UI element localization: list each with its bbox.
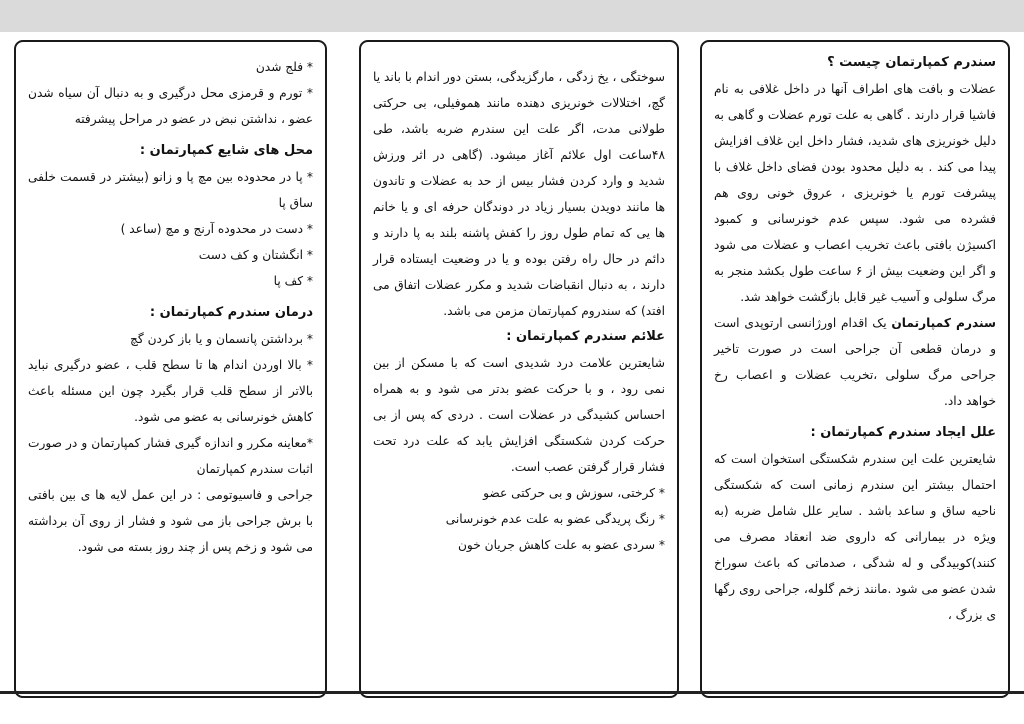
heading-treatment: درمان سندرم کمپارتمان : xyxy=(149,305,313,320)
bullet-sole: * کف پا xyxy=(273,274,313,288)
highlight-term: سندرم کمپارتمان xyxy=(891,316,996,330)
heading-what-is-compartment: سندرم کمپارتمان چیست ؟ xyxy=(827,55,996,70)
bullet-coldness: * سردی عضو به علت کاهش جریان خون xyxy=(457,538,665,552)
bullet-forearm: * دست در محدوده آرنج و مچ (ساعد ) xyxy=(120,222,313,236)
bullet-leg: * پا در محدوده بین مچ پا و زانو (بیشتر در قسمت خلفی ساق پا xyxy=(28,170,313,210)
paragraph-causes: شایعترین علت این سندرم شکستگی استخوان است که احتمال بیشتر این سندرم زمانی است که شکستگی ناحیه ساق و ساعد باشد . سایر علل شامل ضربه (به ویژه در بیمارانی که داروی ضد انعقاد مصرف می کنند)کوبیدگی و له شدگی ، صدماتی که باعث سوراخ شدن عضو می شود .مانند زخم گلوله، جراحی روی رگها ی بزرگ ، xyxy=(714,452,996,622)
bullet-elevate-limb: * بالا اوردن اندام ها تا سطح قلب ، عضو درگیری نباید بالاتر از سطح قلب قرار بگیرد چون این مسئله باعث کاهش خونرسانی به عضو می شود. xyxy=(28,358,313,424)
paragraph-causes-continued: سوختگی ، یخ زدگی ، مارگزیدگی، بستن دور اندام با باند یا گچ، اختلالات خونریزی دهنده مانند هموفیلی، بی حرکتی طولانی مدت، اگر علت این سندرم ضربه باشد، طی ۴۸ساعت اول علائم آغاز میشود. (گاهی در اثر ورزش شدید و وارد کردن فشار بیس از حد به عضلات و تاندون ها مانند دویدن بسیار زیاد در دوندگان حرفه ای و یا خانم ها یی که تمام طول روز را کفش پاشنه بلند به پا دارند و دائم در حال راه رفتن بوده و یا در وضعیت ایستاده قرار دارند ، به دنبال انقباضات شدید و مکرر عضلات اتفاق می افتد) که سندروم کمپارتمان مزمن می باشد. xyxy=(373,70,665,318)
heading-symptoms: علائم سندرم کمپارتمان : xyxy=(506,329,665,344)
panel-right xyxy=(700,40,1010,698)
bullet-paralysis: * فلج شدن xyxy=(255,60,313,74)
bullet-fingers: * انگشتان و کف دست xyxy=(198,248,313,262)
bottom-divider-line xyxy=(0,691,1024,694)
bullet-swelling: * تورم و قرمزی محل درگیری و به دنبال آن سیاه شدن عضو ، نداشتن نبض در عضو در مراحل پیشرفته xyxy=(28,86,313,126)
top-gray-bar xyxy=(0,0,1024,32)
bullet-pallor: * رنگ پریدگی عضو به علت عدم خونرسانی xyxy=(445,512,665,526)
panel-middle xyxy=(359,40,679,698)
paragraph-emergency xyxy=(714,310,996,414)
heading-common-sites: محل های شایع کمپارتمان : xyxy=(139,143,313,158)
paragraph-fasciotomy: جراحی و فاسیوتومی : در این عمل لایه ها ی بین بافتی با برش جراحی باز می شود و فشار از روی آن برداشته می شود و زخم پس از چند روز بسته می شود. xyxy=(28,488,313,554)
heading-causes: علل ایجاد سندرم کمپارتمان : xyxy=(810,425,996,440)
bullet-measure-pressure: *معاینه مکرر و اندازه گیری فشار کمپارتمان و در صورت اثبات سندرم کمپارتمان xyxy=(28,436,313,476)
emergency-text: یک اقدام اورژانسی ارتوپدی است و درمان قطعی آن جراحی است در صورت تاخیر جراحی مرگ سلولی ،تخریب عضلات و اعصاب رخ خواهد داد. xyxy=(714,316,996,408)
paragraph-definition: عضلات و بافت های اطراف آنها در داخل غلافی به نام فاشیا قرار دارند . گاهی به علت تورم عضلات و گاهی به دلیل خونریزی های شدید، فشار داخل این غلاف افزایش پیدا می کند . به دلیل محدود بودن فضای داخل غلاف با پیشرفت تورم یا خونریزی ، عروق خونی روی هم فشرده می شود. سپس عدم خونرسانی و کمبود اکسیژن بافتی باعث تخریب اعصاب و عضلات می شود و اگر این وضعیت بیش از ۶ ساعت طول بکشد منجر به مرگ سلولی و آسیب غیر قابل بازگشت خواهد شد. xyxy=(714,82,996,304)
bullet-remove-dressing: * برداشتن پانسمان و یا باز کردن گچ xyxy=(130,332,313,346)
bullet-numbness: * کرختی، سوزش و بی حرکتی عضو xyxy=(483,486,665,500)
paragraph-symptoms: شایعترین علامت درد شدیدی است که با مسکن از بین نمی رود ، و با حرکت عضو بدتر می شود و به همراه احساس کشیدگی در عضلات است . دردی که پس از بی حرکت کردن شکستگی افزایش یابد که علت درد تحت فشار قرار گرفتن عصب است. xyxy=(373,356,665,474)
panel-left xyxy=(14,40,327,698)
